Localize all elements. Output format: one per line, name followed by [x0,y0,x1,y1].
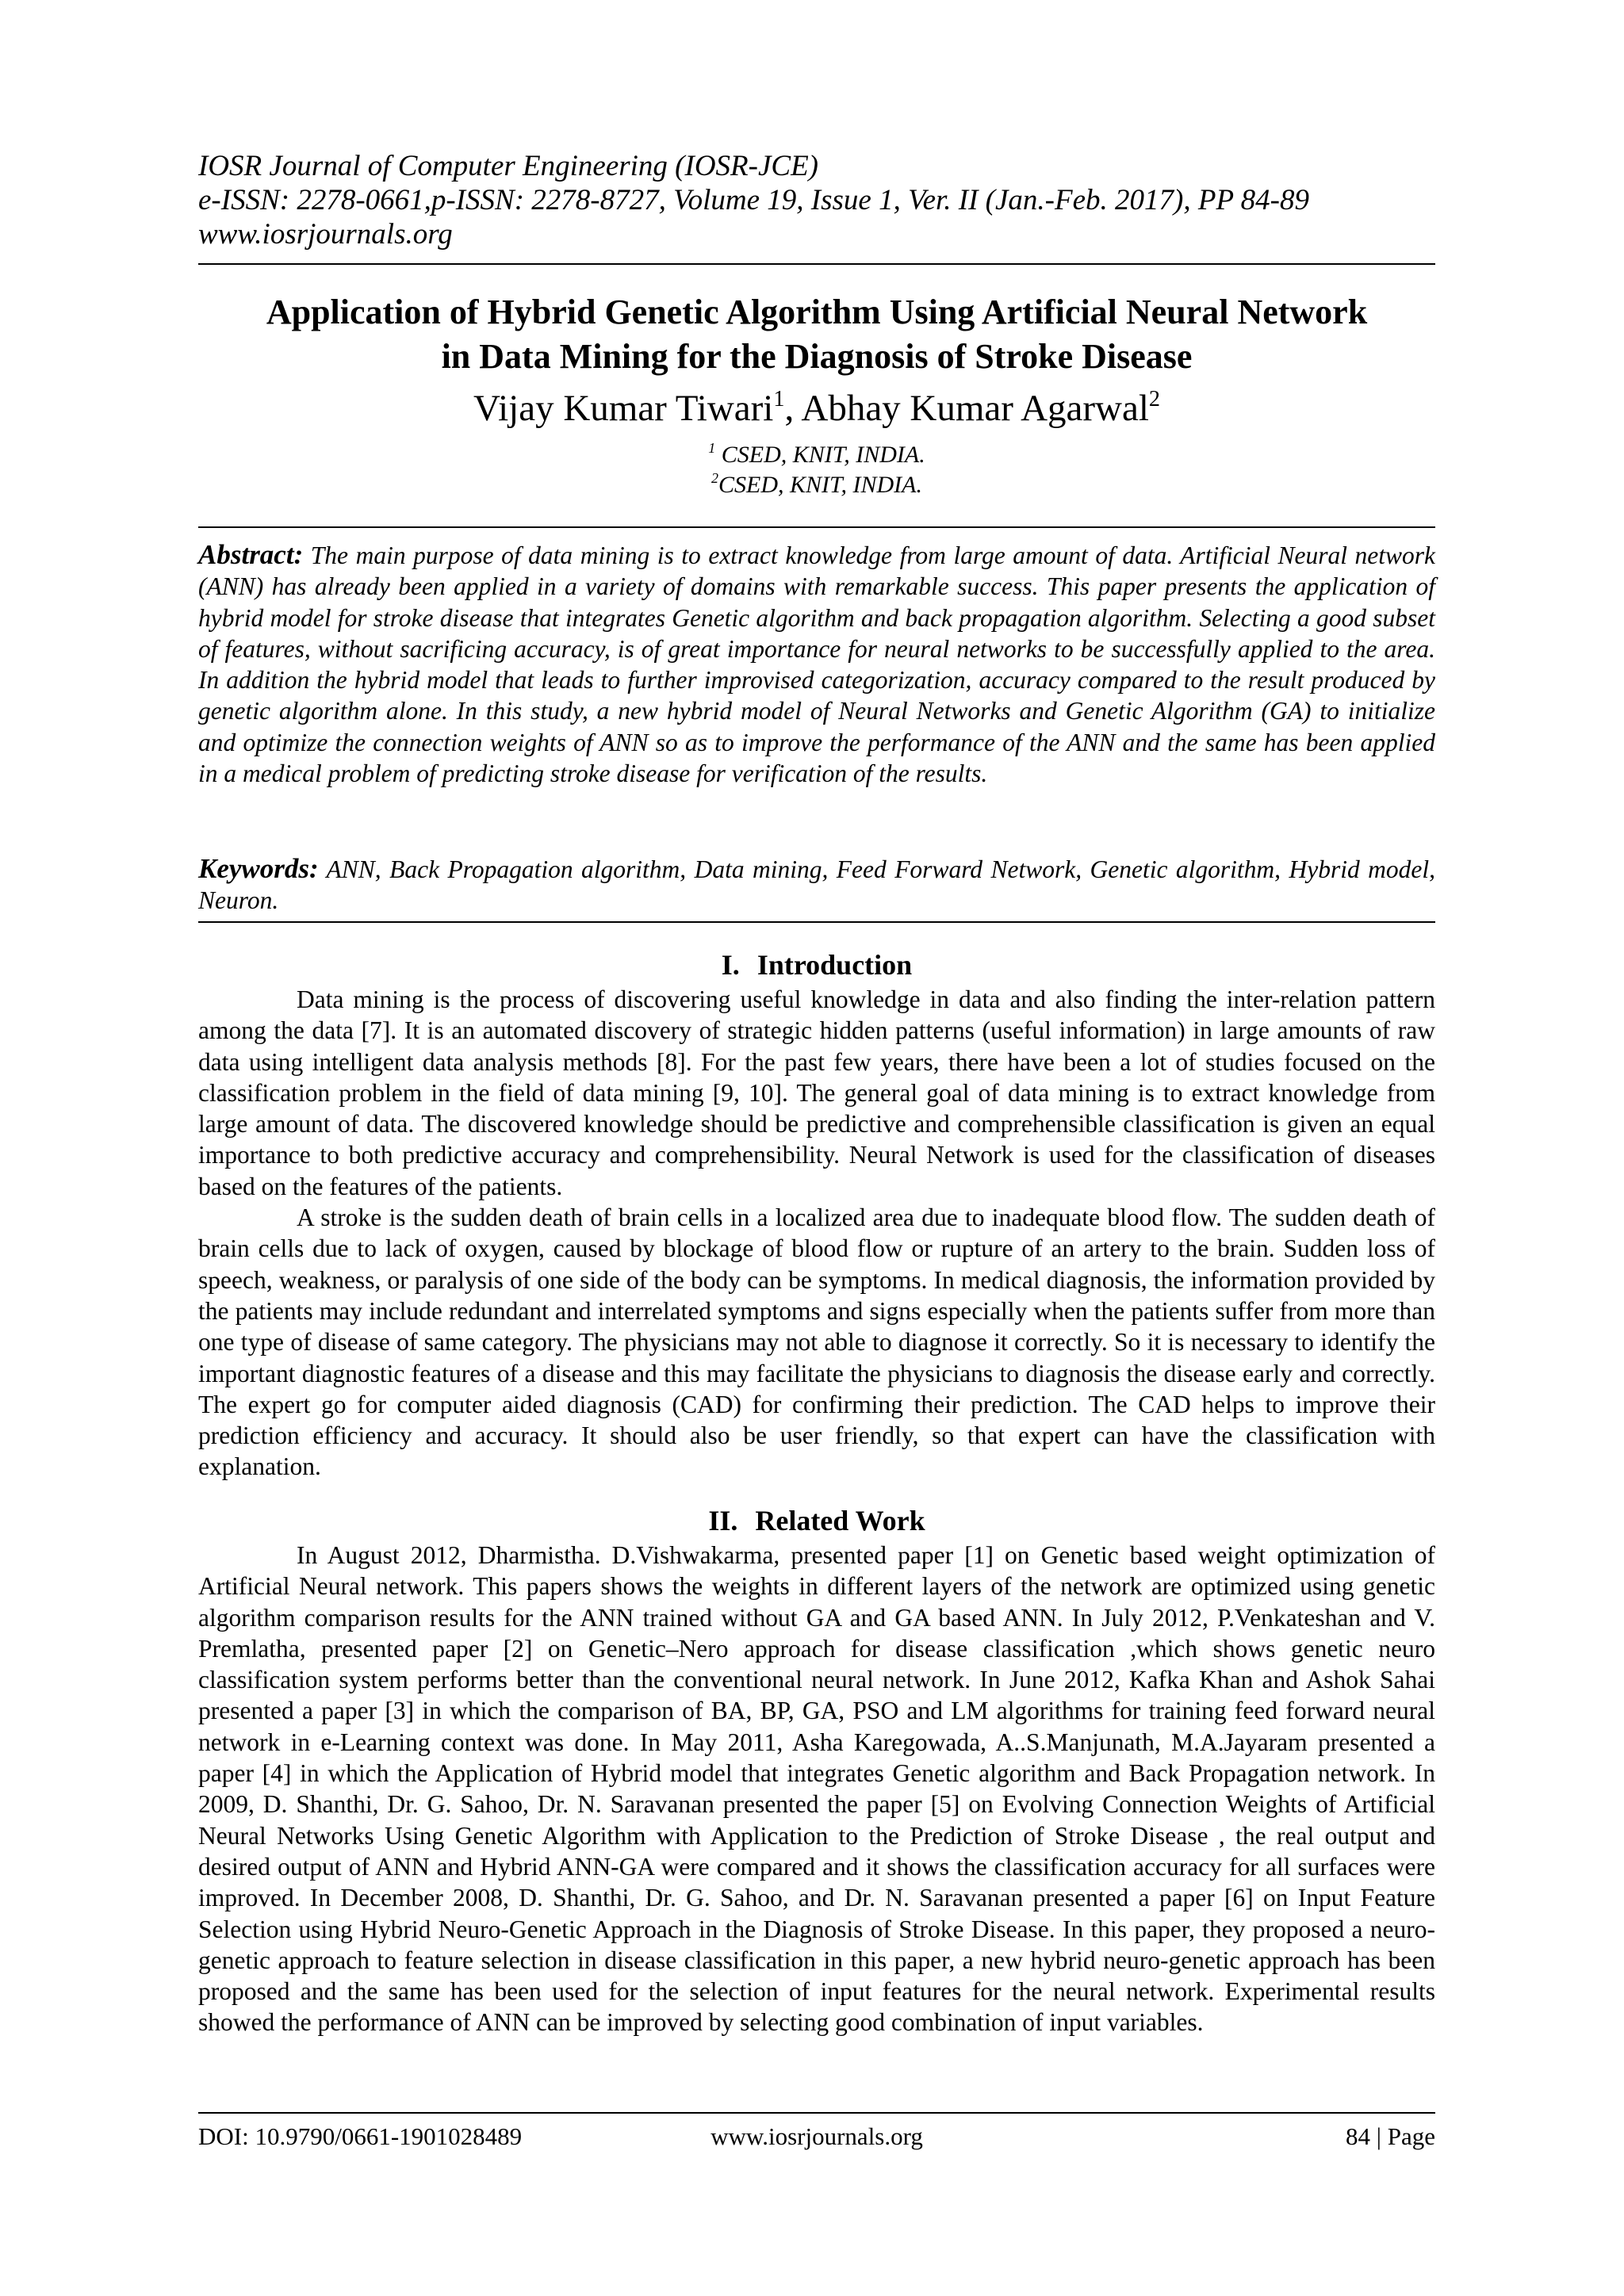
section-number: II. [708,1505,738,1536]
journal-header [198,149,1435,251]
keywords-text: ANN, Back Propagation algorithm, Data mining, Feed Forward Network, Genetic algorithm, Hybrid model, Neuron. [198,855,1435,915]
section-heading-introduction [198,948,1435,982]
abstract-text: The main purpose of data mining is to extract knowledge from large amount of data. Artificial Neural network (ANN) has already been applied in a variety of domains with remarkable success. This paper presents the application of hybrid model for stroke disease that integrates Genetic algorithm and back propagation algorithm. Selecting a good subset of features, without sacrificing accuracy, is of great importance for neural networks to be successfully applied to the area. In addition the hybrid model that leads to further improvised categorization, accuracy compared to the result produced by genetic algorithm alone. In this study, a new hybrid model of Neural Networks and Genetic Algorithm (GA) to initialize and optimize the connection weights of ANN so as to improve the performance of the ANN and the same has been applied in a medical problem of predicting stroke disease for verification of the results. [198,541,1436,788]
section-title: Related Work [755,1505,925,1536]
issn-line: e-ISSN: 2278-0661,p-ISSN: 2278-8727, Volume 19, Issue 1, Ver. II (Jan.-Feb. 2017), PP 84-89 [198,184,1309,216]
affiliation-2-text: CSED, KNIT, INDIA. [718,472,922,498]
section-title: Introduction [756,949,913,981]
author-1-affiliation-mark: 1 [773,386,785,411]
abstract [198,539,1435,789]
footer-rule [198,2112,1435,2114]
abstract-top-rule [198,526,1435,528]
keywords [198,853,1435,916]
title-line-1: Application of Hybrid Genetic Algorithm Using Artificial Neural Network [266,293,1368,331]
affiliation-2-mark: 2 [711,470,719,487]
intro-paragraph-2: A stroke is the sudden death of brain cells in a localized area due to inadequate blood flow. The sudden death of brain cells due to lack of oxygen, caused by blockage of blood flow or rupture of an artery to the brain. Sudden loss of speech, weakness, or paralysis of one side of the body can be symptoms. In medical diagnosis, the information provided by the patients may include redundant and interrelated symptoms and signs especially when the patients suffer from more than one type of disease of same category. The physicians may not able to diagnose it correctly. So it is necessary to identify the important diagnostic features of a disease and this may facilitate the physicians to diagnosis the disease early and correctly. The expert go for computer aided diagnosis (CAD) for confirming their prediction. The CAD helps to improve their prediction efficiency and accuracy. It should also be user friendly, so that expert can have the classification with explanation. [198,1203,1435,1481]
footer-website[interactable]: www.iosrjournals.org [710,2122,923,2150]
title-line-2: in Data Mining for the Diagnosis of Stroke Disease [441,337,1193,376]
keywords-bottom-rule [198,921,1435,923]
journal-website[interactable]: www.iosrjournals.org [198,218,453,251]
intro-paragraph-1: Data mining is the process of discovering useful knowledge in data and also finding the inter-relation pattern among the data [7]. It is an automated discovery of strategic hidden patterns (useful information) in large amounts of raw data using intelligent data analysis methods [8]. For the past few years, there have been a lot of studies focused on the classification problem in the field of data mining [9, 10]. The general goal of data mining is to extract knowledge from large amount of data. The discovered knowledge should be predictive and comprehensible classification is given an equal importance to both predictive accuracy and comprehensibility. Neural Network is used for the classification of diseases based on the features of the patients. [198,985,1435,1200]
author-separator: , [784,388,802,429]
footer-doi: DOI: 10.9790/0661-1901028489 [198,2122,523,2150]
related-work-body [198,1540,1435,2038]
header-rule [198,263,1435,265]
section-number: I. [721,949,740,981]
page-footer [198,2122,1435,2152]
author-1: Vijay Kumar Tiwari [473,388,774,429]
related-paragraph-1: In August 2012, Dharmistha. D.Vishwakarma, presented paper [1] on Genetic based weight optimization of Artificial Neural network. This papers shows the weights in different layers of the network are optimized using genetic algorithm comparison results for the ANN trained without GA and GA based ANN. In July 2012, P.Venkateshan and V. Premlatha, presented paper [2] on Genetic–Nero approach for disease classification ,which shows genetic neuro classification system performs better than the conventional neural network. In June 2012, Kafka Khan and Ashok Sahai presented a paper [3] in which the comparison of BA, BP, GA, PSO and LM algorithms for training feed forward neural network in e-Learning context was done. In May 2011, Asha Karegowada, A..S.Manjunath, M.A.Jayaram presented a paper [4] in which the Application of Hybrid model that integrates Genetic algorithm and Back Propagation network. In 2009, D. Shanthi, Dr. G. Sahoo, Dr. N. Saravanan presented the paper [5] on Evolving Connection Weights of Artificial Neural Networks Using Genetic Algorithm with Application to the Prediction of Stroke Disease , the real output and desired output of ANN and Hybrid ANN-GA were compared and it shows the classification accuracy for all surfaces were improved. In December 2008, D. Shanthi, Dr. G. Sahoo, and Dr. N. Saravanan presented a paper [6] on Input Feature Selection using Hybrid Neuro-Genetic Approach in the Diagnosis of Stroke Disease. In this paper, they proposed a neuro-genetic approach to feature selection in disease classification in this paper, a new hybrid neuro-genetic approach has been proposed and the same has been used for the selection of input features for the neural network. Experimental results showed the performance of ANN can be improved by selecting good combination of input variables. [198,1541,1435,2037]
affiliation-1-mark: 1 [708,440,716,457]
affiliation-1-text: CSED, KNIT, INDIA. [715,442,925,468]
author-2: Abhay Kumar Agarwal [801,388,1149,429]
keywords-label: Keywords: [198,853,319,884]
footer-page-number: 84 | Page [1346,2122,1435,2150]
journal-name: IOSR Journal of Computer Engineering (IOSR-JCE) [198,150,818,182]
author-2-affiliation-mark: 2 [1148,386,1161,411]
affiliation-1 [198,441,1435,469]
introduction-body [198,984,1435,1483]
paper-title [198,290,1435,379]
affiliation-2 [198,471,1435,499]
section-heading-related-work [198,1504,1435,1537]
abstract-label: Abstract: [198,539,304,570]
author-list [198,386,1435,430]
